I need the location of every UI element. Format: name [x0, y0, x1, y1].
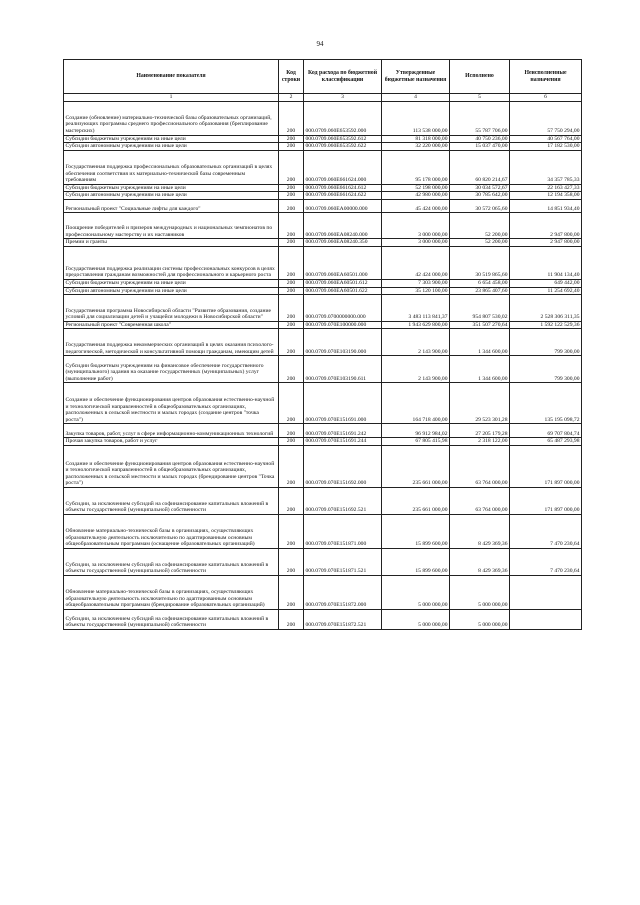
line-code-cell: 200: [279, 143, 304, 151]
line-code-cell: 200: [279, 609, 304, 629]
budget-code-cell: 000.0709.070E151871.000: [304, 514, 382, 548]
executed-amount-cell: 2 318 122,00: [450, 438, 510, 446]
budget-code-cell: 000.0709.060EA60501.622: [304, 287, 382, 295]
approved-amount-cell: 15 899 600,00: [382, 548, 450, 575]
unexecuted-amount-cell: 799 300,00: [510, 356, 582, 383]
budget-code-cell: 000.0709.0700000000.000: [304, 295, 382, 322]
line-code-cell: 200: [279, 247, 304, 280]
line-code-cell: 200: [279, 383, 304, 424]
budget-execution-table: [63, 59, 582, 630]
unexecuted-amount-cell: 7 470 230,64: [510, 514, 582, 548]
unexecuted-amount-cell: [510, 609, 582, 629]
table-row: [64, 184, 582, 192]
column-number-row: [64, 94, 582, 102]
approved-amount-cell: 7 303 900,00: [382, 280, 450, 288]
unexecuted-amount-cell: 799 300,00: [510, 329, 582, 356]
table-body: [64, 101, 582, 629]
indicator-name-cell: Премии и гранты: [64, 239, 279, 247]
indicator-name-cell: Субсидии автономным учреждениям на иные цели: [64, 287, 279, 295]
header-budget-code: Код расхода по бюджетной классификации: [304, 60, 382, 94]
indicator-name-cell: Закупка товаров, работ, услуг в сфере информационно-коммуникационных технологий: [64, 424, 279, 438]
line-code-cell: 200: [279, 514, 304, 548]
line-code-cell: 200: [279, 199, 304, 213]
approved-amount-cell: 235 661 000,00: [382, 487, 450, 514]
executed-amount-cell: 60 820 214,67: [450, 150, 510, 184]
table-row: [64, 192, 582, 200]
indicator-name-cell: Региональный проект "Современная школа": [64, 321, 279, 329]
executed-amount-cell: 351 507 270,64: [450, 321, 510, 329]
approved-amount-cell: 42 424 000,00: [382, 247, 450, 280]
line-code-cell: 200: [279, 438, 304, 446]
executed-amount-cell: 63 764 000,00: [450, 487, 510, 514]
header-row: [64, 60, 582, 94]
approved-amount-cell: 164 718 400,00: [382, 383, 450, 424]
executed-amount-cell: 954 807 530,02: [450, 295, 510, 322]
approved-amount-cell: 96 912 984,02: [382, 424, 450, 438]
budget-code-cell: 000.0709.070E151692.000: [304, 445, 382, 487]
budget-code-cell: 000.0709.070E151872.521: [304, 609, 382, 629]
executed-amount-cell: 5 000 000,00: [450, 575, 510, 609]
table-row: [64, 487, 582, 514]
table-row: [64, 239, 582, 247]
indicator-name-cell: Государственная поддержка реализации системы профессиональных конкурсов в целях предоставления гражданам возможностей для профессионального и карьерного роста: [64, 247, 279, 280]
line-code-cell: 200: [279, 239, 304, 247]
indicator-name-cell: Субсидии бюджетным учреждениям на иные цели: [64, 184, 279, 192]
table-row: [64, 438, 582, 446]
unexecuted-amount-cell: 2 947 800,00: [510, 213, 582, 239]
executed-amount-cell: 8 429 369,36: [450, 548, 510, 575]
table-row: [64, 383, 582, 424]
header-line-code: Код строки: [279, 60, 304, 94]
unexecuted-amount-cell: 171 897 000,00: [510, 445, 582, 487]
indicator-name-cell: Государственная поддержка некоммерческих организаций в целях оказания психолого-педагогической, методической и консультативной помощи гражданам, имеющим детей: [64, 329, 279, 356]
column-number: 3: [304, 94, 382, 102]
table-row: [64, 609, 582, 629]
approved-amount-cell: 67 805 415,98: [382, 438, 450, 446]
line-code-cell: 200: [279, 295, 304, 322]
approved-amount-cell: 95 178 000,00: [382, 150, 450, 184]
approved-amount-cell: 3 483 113 841,37: [382, 295, 450, 322]
budget-code-cell: 000.0709.070E151691.244: [304, 438, 382, 446]
indicator-name-cell: Региональный проект "Социальные лифты для каждого": [64, 199, 279, 213]
executed-amount-cell: 52 200,00: [450, 239, 510, 247]
indicator-name-cell: Субсидии автономным учреждениям на иные цели: [64, 192, 279, 200]
unexecuted-amount-cell: 11 904 134,40: [510, 247, 582, 280]
line-code-cell: 200: [279, 424, 304, 438]
executed-amount-cell: 30 519 865,60: [450, 247, 510, 280]
table-row: [64, 548, 582, 575]
indicator-name-cell: Субсидии бюджетным учреждениям на иные цели: [64, 135, 279, 143]
budget-code-cell: 000.0709.060EA08240.350: [304, 239, 382, 247]
executed-amount-cell: 1 344 600,00: [450, 329, 510, 356]
indicator-name-cell: Государственная поддержка профессиональных образовательных организаций в целях обеспечения соответствия их материально-технической базы современным требованиям: [64, 150, 279, 184]
budget-code-cell: 000.0709.070E100000.000: [304, 321, 382, 329]
table-row: [64, 150, 582, 184]
line-code-cell: 200: [279, 101, 304, 135]
indicator-name-cell: Поощрение победителей и призеров международных и национальных чемпионатов по профессиональному мастерству и их наставников: [64, 213, 279, 239]
unexecuted-amount-cell: 11 254 692,40: [510, 287, 582, 295]
executed-amount-cell: 15 037 470,00: [450, 143, 510, 151]
executed-amount-cell: 23 865 407,60: [450, 287, 510, 295]
approved-amount-cell: 42 980 000,00: [382, 192, 450, 200]
budget-code-cell: 000.0709.070E151691.000: [304, 383, 382, 424]
executed-amount-cell: 29 523 301,28: [450, 383, 510, 424]
table-row: [64, 514, 582, 548]
unexecuted-amount-cell: 57 750 294,00: [510, 101, 582, 135]
approved-amount-cell: 113 538 000,00: [382, 101, 450, 135]
unexecuted-amount-cell: 34 357 785,33: [510, 150, 582, 184]
unexecuted-amount-cell: 17 182 530,00: [510, 143, 582, 151]
budget-code-cell: 000.0709.060E653592.000: [304, 101, 382, 135]
approved-amount-cell: 52 198 000,00: [382, 184, 450, 192]
executed-amount-cell: 63 764 000,00: [450, 445, 510, 487]
table-row: [64, 295, 582, 322]
indicator-name-cell: Прочая закупка товаров, работ и услуг: [64, 438, 279, 446]
line-code-cell: 200: [279, 329, 304, 356]
table-row: [64, 445, 582, 487]
unexecuted-amount-cell: 135 195 098,72: [510, 383, 582, 424]
indicator-name-cell: Субсидии, за исключением субсидий на софинансирование капитальных вложений в объекты государственной (муниципальной) собственности: [64, 609, 279, 629]
approved-amount-cell: 35 120 100,00: [382, 287, 450, 295]
header-indicator-name: Наименование показателя: [64, 60, 279, 94]
budget-code-cell: 000.0709.060EA60501.612: [304, 280, 382, 288]
line-code-cell: 200: [279, 287, 304, 295]
approved-amount-cell: 1 943 629 800,00: [382, 321, 450, 329]
approved-amount-cell: 2 143 900,00: [382, 356, 450, 383]
indicator-name-cell: Создание и обеспечение функционирования центров образования естественно-научной и технологической направленностей в общеобразовательных организациях, расположенных в сельской местности и малых городах (брендирование центров "Точка роста"): [64, 445, 279, 487]
unexecuted-amount-cell: 2 528 306 311,35: [510, 295, 582, 322]
budget-code-cell: 000.0709.060E661624.622: [304, 192, 382, 200]
line-code-cell: 200: [279, 548, 304, 575]
line-code-cell: 200: [279, 213, 304, 239]
budget-code-cell: 000.0709.070E151692.521: [304, 487, 382, 514]
executed-amount-cell: 5 000 000,00: [450, 609, 510, 629]
table-row: [64, 356, 582, 383]
table-row: [64, 213, 582, 239]
budget-code-cell: 000.0709.060E653592.612: [304, 135, 382, 143]
unexecuted-amount-cell: 1 592 122 529,36: [510, 321, 582, 329]
line-code-cell: 200: [279, 192, 304, 200]
executed-amount-cell: 52 200,00: [450, 213, 510, 239]
executed-amount-cell: 6 654 458,00: [450, 280, 510, 288]
table-row: [64, 280, 582, 288]
line-code-cell: 200: [279, 487, 304, 514]
column-number: 2: [279, 94, 304, 102]
budget-code-cell: 000.0709.070E151871.521: [304, 548, 382, 575]
line-code-cell: 200: [279, 280, 304, 288]
budget-code-cell: 000.0709.060E653592.622: [304, 143, 382, 151]
budget-code-cell: 000.0709.060EA08240.000: [304, 213, 382, 239]
indicator-name-cell: Субсидии, за исключением субсидий на софинансирование капитальных вложений в объекты государственной (муниципальной) собственности: [64, 487, 279, 514]
budget-code-cell: 000.0709.070E151691.242: [304, 424, 382, 438]
indicator-name-cell: Субсидии автономным учреждениям на иные цели: [64, 143, 279, 151]
line-code-cell: 200: [279, 184, 304, 192]
executed-amount-cell: 55 787 706,00: [450, 101, 510, 135]
indicator-name-cell: Субсидии бюджетным учреждениям на финансовое обеспечение государственного (муниципального) задания на оказание государственных (муниципальных) услуг (выполнение работ): [64, 356, 279, 383]
indicator-name-cell: Создание (обновление) материально-технической базы образовательных организаций, реализующих программы среднего профессионального образования (бреплирование мастерских): [64, 101, 279, 135]
approved-amount-cell: 5 000 000,00: [382, 609, 450, 629]
budget-code-cell: 000.0709.060E661624.000: [304, 150, 382, 184]
executed-amount-cell: 40 750 236,00: [450, 135, 510, 143]
indicator-name-cell: Субсидии, за исключением субсидий на софинансирование капитальных вложений в объекты государственной (муниципальной) собственности: [64, 548, 279, 575]
unexecuted-amount-cell: 171 897 000,00: [510, 487, 582, 514]
budget-code-cell: 000.0709.060EA60501.000: [304, 247, 382, 280]
approved-amount-cell: 81 318 000,00: [382, 135, 450, 143]
unexecuted-amount-cell: 649 442,00: [510, 280, 582, 288]
budget-code-cell: 000.0709.060EA00000.000: [304, 199, 382, 213]
approved-amount-cell: 32 220 000,00: [382, 143, 450, 151]
approved-amount-cell: 15 899 600,00: [382, 514, 450, 548]
column-number: 5: [450, 94, 510, 102]
table-row: [64, 329, 582, 356]
budget-code-cell: 000.0709.070E103190.000: [304, 329, 382, 356]
indicator-name-cell: Государственная программа Новосибирской области "Развитие образования, создание условий для социализации детей и учащейся молодежи в Новосибирской области": [64, 295, 279, 322]
line-code-cell: 200: [279, 575, 304, 609]
header-approved: Утвержденные бюджетные назначения: [382, 60, 450, 94]
indicator-name-cell: Обновление материально-технической базы в организациях, осуществляющих образовательную деятельность исключительно по адаптированным основным общеобразовательным программам (брендирование образовательных организаций): [64, 575, 279, 609]
column-number: 4: [382, 94, 450, 102]
line-code-cell: 200: [279, 135, 304, 143]
unexecuted-amount-cell: 14 851 934,40: [510, 199, 582, 213]
column-number: 1: [64, 94, 279, 102]
header-executed: Исполнено: [450, 60, 510, 94]
executed-amount-cell: 8 429 369,36: [450, 514, 510, 548]
unexecuted-amount-cell: 69 707 804,74: [510, 424, 582, 438]
table-row: [64, 199, 582, 213]
table-row: [64, 575, 582, 609]
executed-amount-cell: 30 785 642,00: [450, 192, 510, 200]
budget-code-cell: 000.0709.070E151872.000: [304, 575, 382, 609]
unexecuted-amount-cell: 2 947 800,00: [510, 239, 582, 247]
approved-amount-cell: 2 143 900,00: [382, 329, 450, 356]
approved-amount-cell: 5 000 000,00: [382, 575, 450, 609]
page-number: 94: [316, 40, 324, 48]
indicator-name-cell: Создание и обеспечение функционирования центров образования естественно-научной и технологической направленностей в общеобразовательных организациях, расположенных в сельской местности и малых городах (создание центров "точка роста"): [64, 383, 279, 424]
table-row: [64, 287, 582, 295]
approved-amount-cell: 235 661 000,00: [382, 445, 450, 487]
budget-code-cell: 000.0709.070E103190.611: [304, 356, 382, 383]
executed-amount-cell: 27 205 179,28: [450, 424, 510, 438]
table-row: [64, 135, 582, 143]
unexecuted-amount-cell: 12 194 358,00: [510, 192, 582, 200]
table-row: [64, 143, 582, 151]
unexecuted-amount-cell: 40 567 764,00: [510, 135, 582, 143]
header-unexecuted: Неисполненные назначения: [510, 60, 582, 94]
indicator-name-cell: Субсидии бюджетным учреждениям на иные цели: [64, 280, 279, 288]
column-number: 6: [510, 94, 582, 102]
line-code-cell: 200: [279, 321, 304, 329]
executed-amount-cell: 30 034 572,67: [450, 184, 510, 192]
line-code-cell: 200: [279, 150, 304, 184]
table-row: [64, 424, 582, 438]
unexecuted-amount-cell: 22 163 427,33: [510, 184, 582, 192]
unexecuted-amount-cell: 7 470 230,64: [510, 548, 582, 575]
approved-amount-cell: 45 424 000,00: [382, 199, 450, 213]
budget-code-cell: 000.0709.060E661624.612: [304, 184, 382, 192]
unexecuted-amount-cell: 65 487 293,98: [510, 438, 582, 446]
executed-amount-cell: 1 344 600,00: [450, 356, 510, 383]
table-row: [64, 247, 582, 280]
indicator-name-cell: Обновление материально-технической базы в организациях, осуществляющих образовательную деятельность исключительно по адаптированным основным общеобразовательным программам (оснащение образовательных организаций): [64, 514, 279, 548]
unexecuted-amount-cell: [510, 575, 582, 609]
line-code-cell: 200: [279, 356, 304, 383]
line-code-cell: 200: [279, 445, 304, 487]
approved-amount-cell: 3 000 000,00: [382, 213, 450, 239]
table-row: [64, 321, 582, 329]
executed-amount-cell: 30 572 065,60: [450, 199, 510, 213]
table-row: [64, 101, 582, 135]
approved-amount-cell: 3 000 000,00: [382, 239, 450, 247]
